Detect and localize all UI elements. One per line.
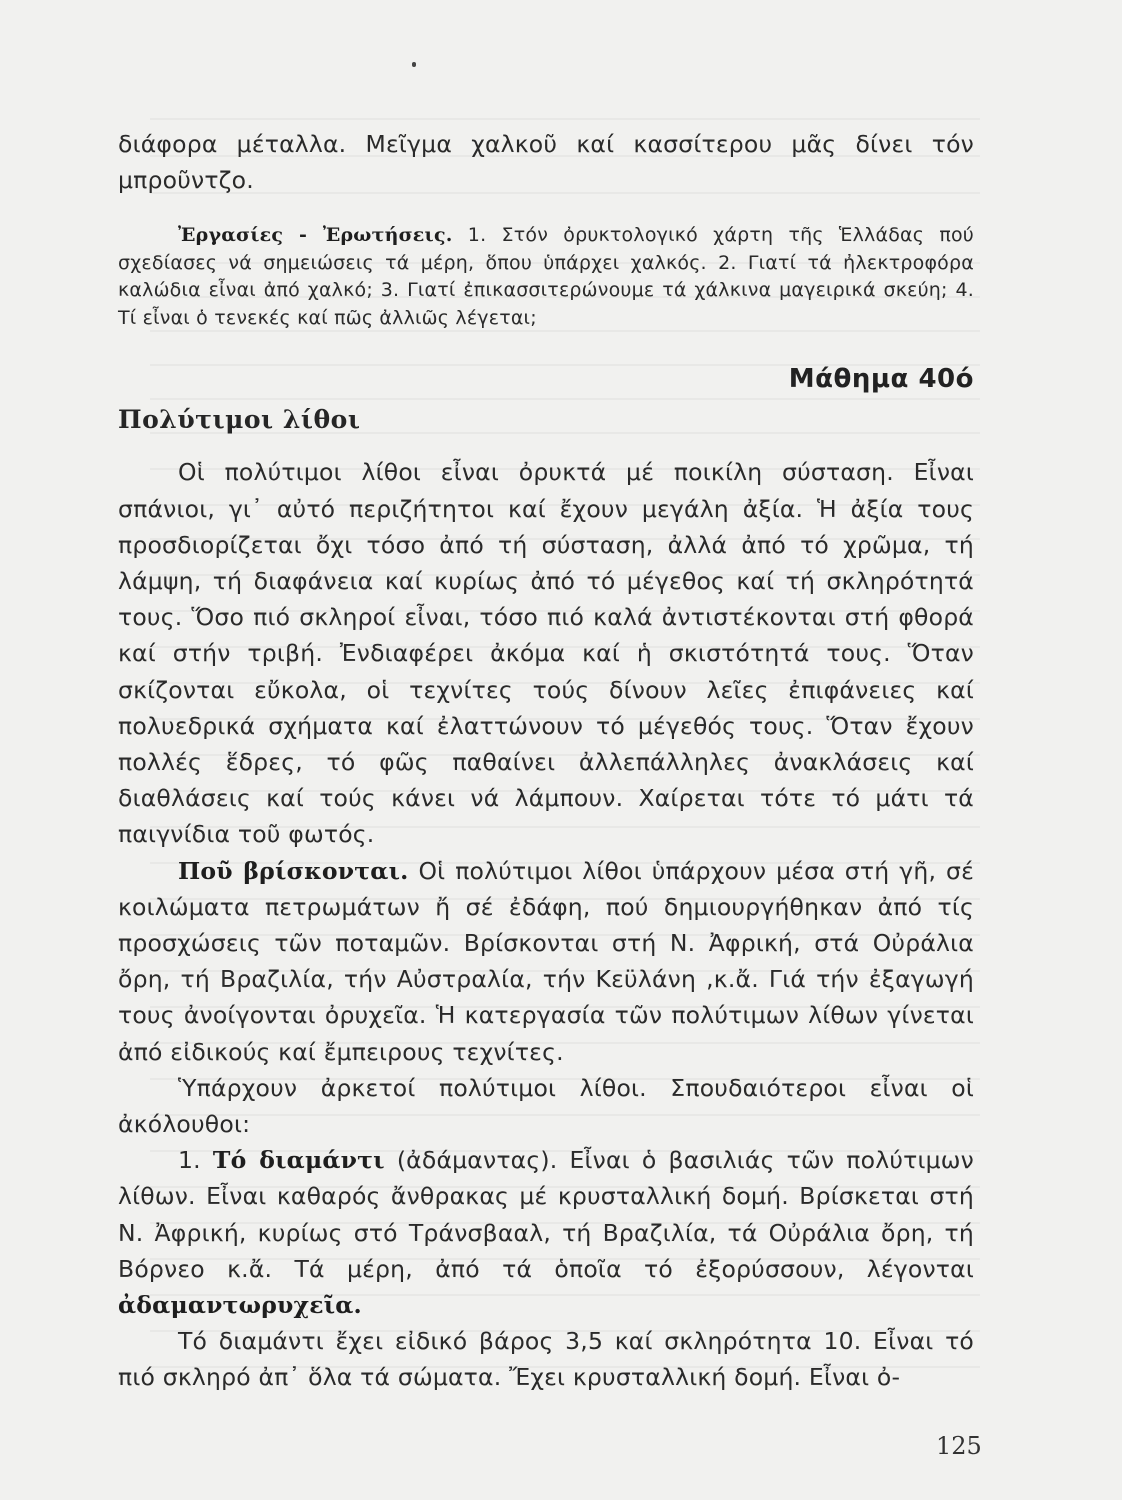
text-run: (ἀδάμαντας). Εἶναι ὁ βασιλιάς τῶν πολύτιμων λίθων. Εἶναι καθαρός ἄνθρακας μέ κρυσταλλική δομή. Βρίσκεται στή Ν. Ἀφρική, κυρίως στό Τράνσβααλ, τή Βραζιλία, τά Οὐράλια ὄρη, τή Βόρνεο κ.ἄ. Τά μέρη, ἀπό τά ὁποῖα τό ἐξορύσσουν, λέγονται xyxy=(118,1146,974,1283)
text-run: Τό διαμάντι ἔχει εἰδικό βάρος 3,5 καί σκληρότητα 10. Εἶναι τό πιό σκληρό ἀπ᾽ ὅλα τά σώματα. Ἔχει κρυσταλλική δομή. Εἶναι ὀ- xyxy=(118,1327,974,1392)
bold-run: Ποῦ βρίσκονται. xyxy=(178,856,409,885)
paragraph-continuation xyxy=(118,126,974,198)
page-number: 125 xyxy=(936,1432,982,1460)
paragraph-p-diamond xyxy=(118,1142,974,1323)
bold-run: Ἐργασίες - Ἐρωτήσεις. xyxy=(178,224,453,247)
section-title: Πολύτιμοι λίθοι xyxy=(118,405,361,435)
text-run: Οἱ πολύτιμοι λίθοι εἶναι ὀρυκτά μέ ποικίλη σύσταση. Εἶναι σπάνιοι, γι᾽ αὐτό περιζήτητοι καί ἔχουν μεγάλη ἀξία. Ἡ ἀξία τους προσδιορίζεται ὄχι τόσο ἀπό τή σύσταση, ἀλλά ἀπό τό χρῶμα, τή λάμψη, τή διαφάνεια καί κυρίως ἀπό τό μέγεθος καί τή σκληρότητά τους. Ὅσο πιό σκληροί εἶναι, τόσο πιό καλά ἀντιστέκονται στή φθορά καί στήν τριβή. Ἐνδιαφέρει ἀκόμα καί ἡ σκιστότητά τους. Ὅταν σκίζονται εὔκολα, οἱ τεχνίτες τούς δίνουν λεῖες ἐπιφάνειες καί πολυεδρικά σχήματα καί ἐλαττώνουν τό μέγεθός τους. Ὅταν ἔχουν πολλές ἕδρες, τό φῶς παθαίνει ἀλλεπάλληλες ἀνακλάσεις καί διαθλάσεις καί τούς κάνει νά λάμπουν. Χαίρεται τότε τό μάτι τά παιγνίδια τοῦ φωτός. xyxy=(118,458,974,849)
text-run: Οἱ πολύτιμοι λίθοι ὑπάρχουν μέσα στή γῆ, σέ κοιλώματα πετρωμάτων ἤ σέ ἐδάφη, πού δημιουργήθηκαν ἀπό τίς προσχώσεις τῶν ποταμῶν. Βρίσκονται στή Ν. Ἀφρική, στά Οὐράλια ὄρη, τή Βραζιλία, τήν Αὐστραλία, τήν Κεϋλάνη ,κ.ἄ. Γιά τήν ἐξαγωγή τους ἀνοίγονται ὀρυχεῖα. Ἡ κατεργασία τῶν πολύτιμων λίθων γίνεται ἀπό εἰδικούς καί ἔμπειρους τεχνίτες. xyxy=(118,856,974,1066)
lesson-number: Μάθημα 40ό xyxy=(788,364,974,395)
text-run: 1. xyxy=(178,1146,213,1175)
previous-lesson-text xyxy=(118,126,974,332)
text-run: Ὑπάρχουν ἀρκετοί πολύτιμοι λίθοι. Σπουδαιότεροι εἶναι οἱ ἀκόλουθοι: xyxy=(118,1073,974,1139)
paragraph-p-weight xyxy=(118,1323,974,1395)
lesson-body xyxy=(118,454,974,1395)
bold-run: Τό διαμάντι xyxy=(212,1146,385,1175)
bold-run: ἀδαμαντωρυχεῖα. xyxy=(118,1291,362,1320)
book-page xyxy=(118,126,974,1396)
text-run: 1. Στόν ὀρυκτολογικό χάρτη τῆς Ἑλλάδας πού σχεδίασες νά σημειώσεις τά μέρη, ὅπου ὑπάρχει χαλκός. 2. Γιατί τά ἠλεκτροφόρα καλώδια εἶναι ἀπό χαλκό; 3. Γιατί ἐπικασσιτερώνουμε τά χάλκινα μαγειρικά σκεύη; 4. Τί εἶναι ὁ τενεκές καί πῶς ἀλλιῶς λέγεται; xyxy=(118,224,975,329)
paragraph-exercises xyxy=(118,222,974,332)
print-speck xyxy=(412,62,416,67)
paragraph-p-several xyxy=(118,1070,974,1142)
text-run: διάφορα μέταλλα. Μεῖγμα χαλκοῦ καί κασσίτερου μᾶς δίνει τόν μπροῦντζο. xyxy=(118,130,974,195)
paragraph-p-where xyxy=(118,853,974,1070)
paragraph-p-intro xyxy=(118,454,974,852)
